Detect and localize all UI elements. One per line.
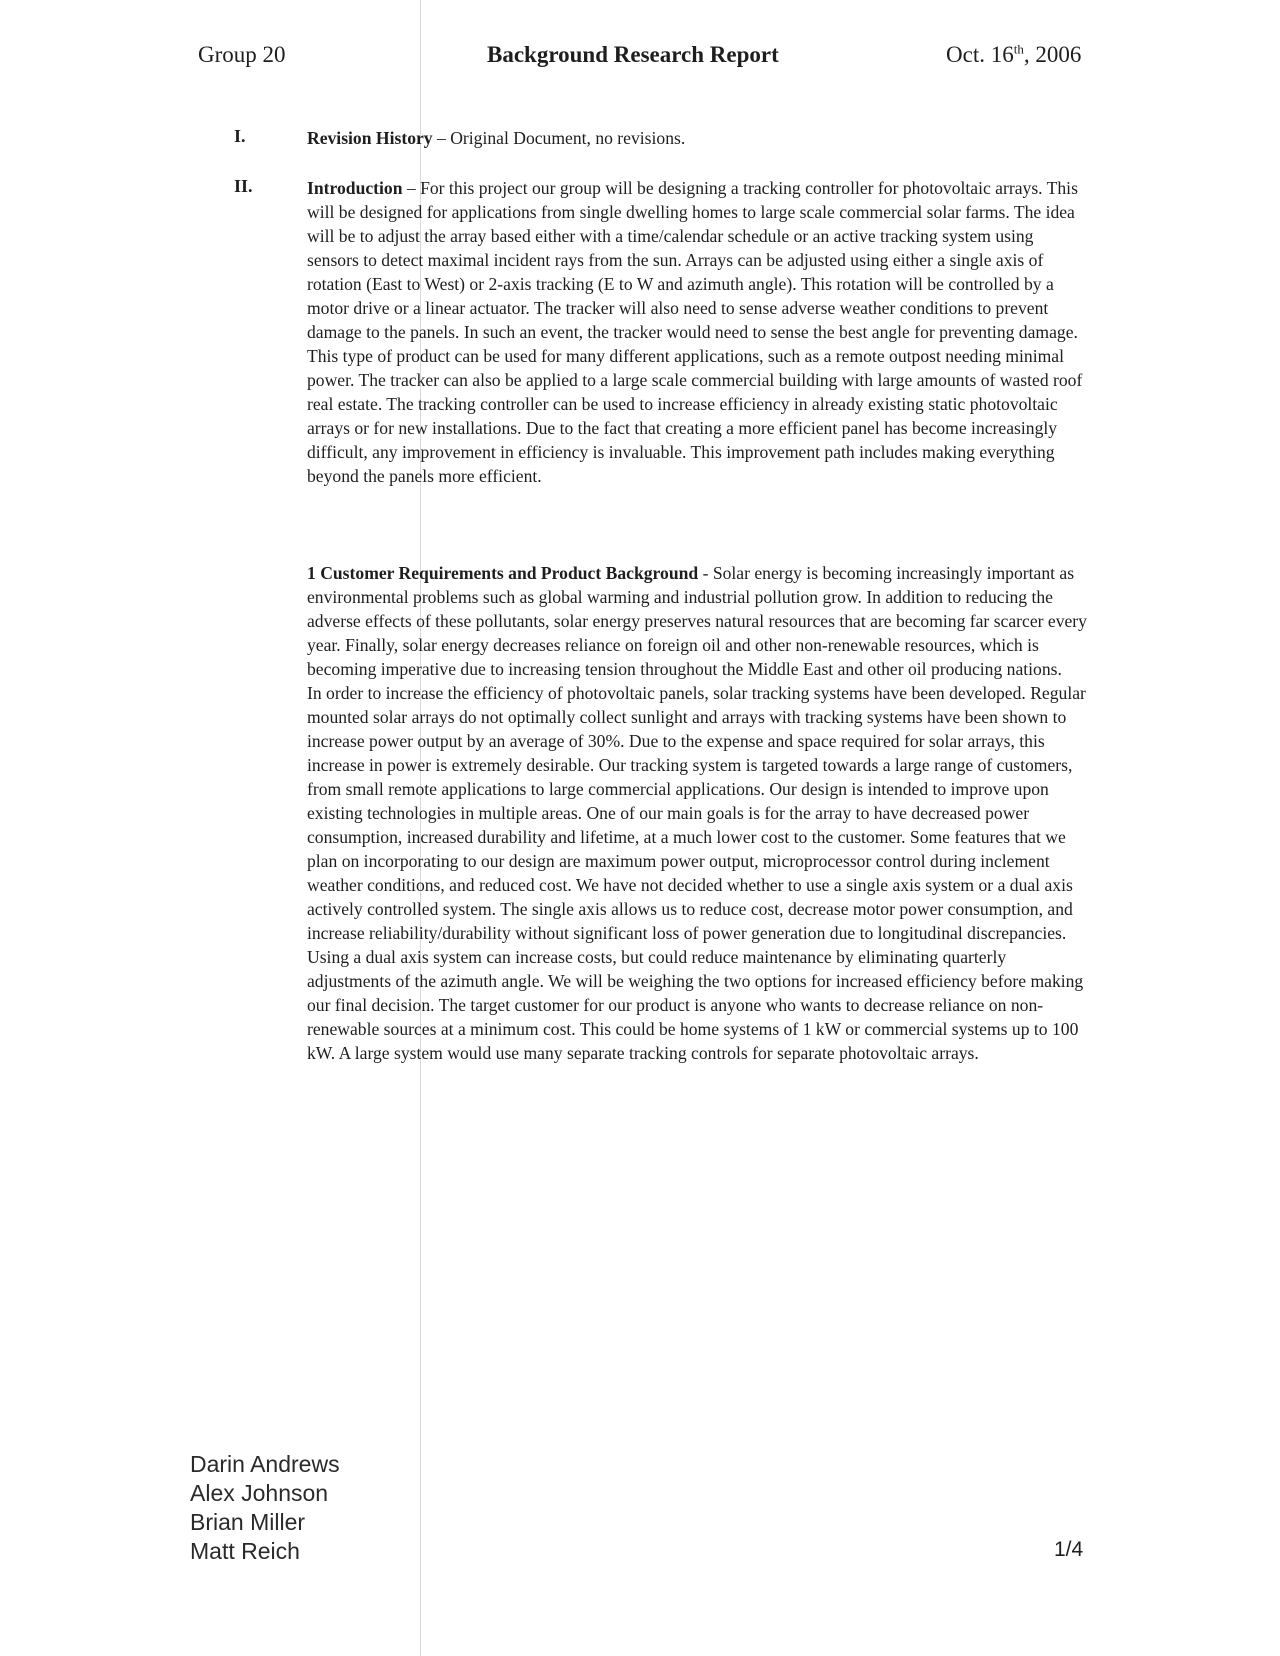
revision-history-section xyxy=(307,126,1089,150)
author-list xyxy=(190,1450,340,1566)
customer-text: - Solar energy is becoming increasingly important as environmental problems such as global warming and industrial pollution grow. In addition to reducing the adverse effects of these pollutants, solar energy preserves natural resources that are becoming far scarcer every year. Finally, solar energy decreases reliance on foreign oil and other non-renewable resources, which is becoming imperative due to increasing tension throughout the Middle East and other oil producing nations. xyxy=(307,563,1087,679)
date-year: , 2006 xyxy=(1023,42,1082,67)
date-main: Oct. 16 xyxy=(946,42,1014,67)
author-name: Darin Andrews xyxy=(190,1451,340,1477)
page-number: 1/4 xyxy=(1054,1538,1084,1561)
author-name: Alex Johnson xyxy=(190,1480,329,1506)
customer-requirements-section xyxy=(307,561,1089,1065)
customer-heading: 1 Customer Requirements and Product Background xyxy=(307,563,699,583)
author-name: Matt Reich xyxy=(190,1538,300,1564)
group-label: Group 20 xyxy=(198,42,286,67)
date-suffix: th xyxy=(1013,41,1024,57)
customer-paragraph-2: In order to increase the efficiency of photovoltaic panels, solar tracking systems have been developed. Regular mounted solar arrays do not optimally collect sunlight and arrays with tracking systems have been shown to increase power output by an average of 30%. Due to the expense and space required for solar arrays, this increase in power is extremely desirable. Our tracking system is targeted towards a large range of customers, from small remote applications to large commercial applications. Our design is intended to improve upon existing technologies in multiple areas. One of our main goals is for the array to have decreased power consumption, increased durability and lifetime, at a much lower cost to the customer. Some features that we plan on incorporating to our design are maximum power output, microprocessor control during inclement weather conditions, and reduced cost. We have not decided whether to use a single axis system or a dual axis actively controlled system. The single axis allows us to reduce cost, decrease motor power consumption, and increase reliability/durability without significant loss of power generation due to longitudinal discrepancies. Using a dual axis system can increase costs, but could reduce maintenance by eliminating quarterly adjustments of the azimuth angle. We will be weighing the two options for increased efficiency before making our final decision. The target customer for our product is anyone who wants to decrease reliance on non-renewable sources at a minimum cost. This could be home systems of 1 kW or commercial systems up to 100 kW. A large system would use many separate tracking controls for separate photovoltaic arrays. xyxy=(307,683,1086,1063)
section-numeral-2: II. xyxy=(234,176,253,196)
introduction-heading: Introduction xyxy=(307,178,403,198)
introduction-section xyxy=(307,176,1089,488)
section-numeral-1: I. xyxy=(234,126,246,146)
introduction-text: – For this project our group will be designing a tracking controller for photovoltaic arrays. This will be designed for applications from single dwelling homes to large scale commercial solar farms. The idea will be to adjust the array based either with a time/calendar schedule or an active tracking system using sensors to detect maximal incident rays from the sun. Arrays can be adjusted using either a single axis of rotation (East to West) or 2-axis tracking (E to W and azimuth angle). This rotation will be controlled by a motor drive or a linear actuator. The tracker will also need to sense adverse weather conditions to prevent damage to the panels. In such an event, the tracker would need to sense the best angle for preventing damage. This type of product can be used for many different applications, such as a remote outpost needing minimal power. The tracker can also be applied to a large scale commercial building with large amounts of wasted roof real estate. The tracking controller can be used to increase efficiency in already existing static photovoltaic arrays or for new installations. Due to the fact that creating a more efficient panel has become increasingly difficult, any improvement in efficiency is invaluable. This improvement path includes making everything beyond the panels more efficient. xyxy=(307,178,1083,486)
document-date xyxy=(946,42,1081,68)
document-title: Background Research Report xyxy=(487,42,779,67)
revision-heading: Revision History xyxy=(307,128,433,148)
author-name: Brian Miller xyxy=(190,1509,306,1535)
revision-text: – Original Document, no revisions. xyxy=(432,128,686,148)
